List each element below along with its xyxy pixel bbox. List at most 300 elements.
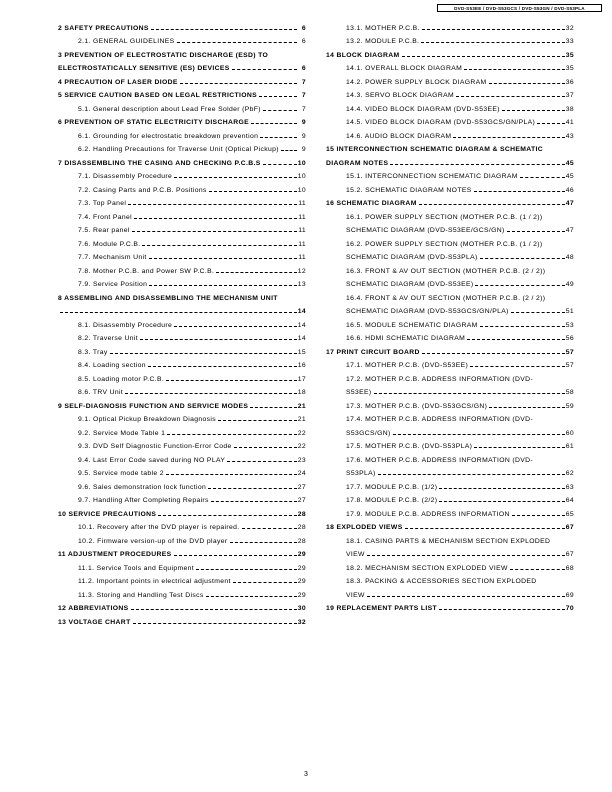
toc-entry-title: DIAGRAM NOTES [326, 159, 389, 167]
toc-entry[interactable] [58, 411, 306, 425]
toc-entry[interactable] [326, 573, 574, 587]
toc-entry[interactable] [326, 519, 574, 533]
toc-entry-title: 17.8. MODULE P.C.B. (2/2) [346, 497, 438, 504]
dot-leader [131, 609, 297, 610]
toc-entry[interactable] [58, 478, 306, 492]
toc-entry[interactable] [58, 573, 306, 587]
dot-leader [128, 204, 297, 205]
toc-entry[interactable] [58, 114, 306, 128]
toc-entry-title: 15.2. SCHEMATIC DIAGRAM NOTES [346, 186, 472, 194]
toc-entry-page: 38 [565, 105, 574, 113]
toc-entry-page: 36 [565, 78, 574, 86]
dot-leader [421, 42, 564, 43]
toc-entry-page: 6 [301, 24, 306, 32]
dot-leader [208, 488, 297, 489]
toc-entry[interactable] [58, 532, 306, 546]
dot-leader [263, 110, 297, 111]
toc-entry-title: 17.7. MODULE P.C.B. (1/2) [346, 483, 438, 491]
toc-entry[interactable] [58, 73, 306, 87]
dot-leader [419, 204, 565, 205]
dot-leader [453, 137, 564, 138]
toc-entry-page: 60 [565, 429, 574, 437]
dot-leader [367, 596, 565, 597]
toc-entry-title: 17.1. MOTHER P.C.B. (DVD-S53EE) [346, 362, 469, 369]
dot-leader [475, 285, 564, 286]
toc-entry-title: 14.2. POWER SUPPLY BLOCK DIAGRAM [346, 78, 487, 86]
toc-entry[interactable] [58, 208, 306, 222]
toc-entry-title: 6 PREVENTION OF STATIC ELECTRICITY DISCHARGE [58, 119, 249, 126]
dot-leader [206, 596, 297, 597]
toc-entry-page: 32 [297, 618, 306, 626]
toc-entry-title: SCHEMATIC DIAGRAM (DVD-S53EE) [346, 281, 474, 288]
toc-entry-title: 10.2. Firmware version-up of the DVD player [78, 537, 228, 545]
toc-entry[interactable] [58, 586, 306, 600]
toc-entry-page: 18 [297, 389, 306, 396]
toc-entry-title: 16 SCHEMATIC DIAGRAM [326, 200, 417, 207]
toc-entry-page: 17 [297, 375, 306, 383]
toc-entry-page: 10 [297, 159, 306, 167]
toc-entry-page: 11 [298, 227, 306, 234]
toc-entry-title: 8.2. Traverse Unit [78, 335, 138, 342]
toc-entry-title: 15 INTERCONNECTION SCHEMATIC DIAGRAM & SCHEMATIC [326, 146, 544, 153]
toc-entry[interactable] [326, 87, 574, 101]
toc-entry-page: 46 [565, 186, 574, 194]
toc-entry-title: 7.9. Service Position [78, 281, 148, 288]
toc-entry-title: VIEW [346, 551, 365, 558]
toc-entry-page: 11 [298, 200, 306, 207]
toc-entry[interactable] [58, 370, 306, 384]
toc-right-column [326, 19, 574, 613]
toc-entry[interactable] [326, 532, 574, 546]
toc-entry-page: 58 [565, 389, 574, 396]
toc-entry-page: 32 [565, 24, 574, 32]
toc-entry[interactable] [58, 127, 306, 141]
toc-entry-page: 6 [301, 65, 306, 72]
toc-entry[interactable] [326, 316, 574, 330]
toc-entry[interactable] [326, 73, 574, 87]
dot-leader [242, 528, 297, 529]
toc-entry[interactable] [58, 546, 306, 560]
toc-entry[interactable] [58, 316, 306, 330]
dot-leader [133, 623, 297, 624]
toc-entry[interactable] [58, 154, 306, 168]
toc-entry[interactable] [58, 600, 306, 614]
dot-leader [374, 393, 565, 394]
toc-entry-title: 17.5. MOTHER P.C.B. (DVD-S53PLA) [346, 443, 473, 450]
dot-leader [148, 366, 297, 367]
toc-entry-page: 28 [297, 524, 306, 531]
toc-entry[interactable] [58, 181, 306, 195]
dot-leader [474, 191, 565, 192]
toc-entry-page: 12 [297, 267, 306, 275]
toc-entry[interactable] [58, 19, 306, 33]
toc-entry-title: 8.6. TRV Unit [78, 389, 124, 396]
toc-entry-title: SCHEMATIC DIAGRAM (DVD-S53GCS/GN/PLA) [346, 308, 509, 315]
toc-entry[interactable] [326, 357, 574, 371]
toc-entry-title: 7.7. Mechanism Unit [78, 254, 147, 261]
toc-entry[interactable] [326, 370, 574, 384]
toc-entry[interactable] [326, 438, 574, 452]
toc-entry-title: 9.7. Handling After Completing Repairs [78, 497, 209, 504]
toc-entry-page: 35 [565, 65, 574, 72]
dot-leader [218, 420, 297, 421]
toc-entry-title: 3 PREVENTION OF ELECTROSTATIC DISCHARGE (ESD) TO [58, 51, 269, 59]
toc-entry[interactable] [58, 141, 306, 155]
dot-leader [174, 326, 297, 327]
toc-entry-title: 14.6. AUDIO BLOCK DIAGRAM [346, 132, 452, 140]
dot-leader [250, 407, 296, 408]
toc-entry[interactable] [58, 100, 306, 114]
toc-entry-page: 69 [565, 591, 574, 599]
toc-entry-title: 6.1. Grounding for electrostatic breakdown prevention [78, 132, 259, 140]
dot-leader [167, 434, 297, 435]
toc-entry[interactable] [326, 168, 574, 182]
toc-entry-page: 49 [565, 281, 574, 288]
toc-entry[interactable] [326, 276, 574, 290]
toc-entry-title: 11.3. Storing and Handling Test Discs [78, 591, 204, 599]
toc-entry-page: 9 [301, 119, 306, 126]
toc-entry[interactable] [326, 465, 574, 479]
dot-leader [134, 218, 297, 219]
page-number: 3 [304, 771, 308, 778]
toc-entry[interactable] [326, 154, 574, 168]
toc-entry[interactable] [58, 519, 306, 533]
toc-entry-page: 10 [297, 173, 306, 180]
toc-entry-title: S53GCS/GN) [346, 429, 391, 437]
toc-entry[interactable] [58, 492, 306, 506]
toc-entry[interactable] [326, 411, 574, 425]
dot-leader [227, 461, 297, 462]
dot-leader [251, 123, 297, 124]
toc-entry-title: 19 REPLACEMENT PARTS LIST [326, 605, 437, 612]
toc-entry[interactable] [58, 168, 306, 182]
toc-entry-title: 16.2. POWER SUPPLY SECTION (MOTHER P.C.B. (1 / 2)) [346, 240, 543, 248]
dot-leader [489, 83, 565, 84]
toc-entry[interactable] [326, 330, 574, 344]
toc-entry-page: 48 [565, 254, 574, 261]
toc-entry-title: 9.3. DVD Self Diagnostic Function-Error Code [78, 443, 232, 450]
toc-entry[interactable] [326, 33, 574, 47]
toc-entry[interactable] [58, 60, 306, 74]
toc-entry-page: 9 [301, 132, 306, 140]
toc-entry-page: 67 [565, 551, 574, 558]
model-header-tag: DVD-S53EE / DVD-S53GCS / DVD-S53GN / DVD-S53PLA [437, 4, 602, 12]
dot-leader [260, 137, 297, 138]
dot-leader [233, 582, 297, 583]
toc-entry-page: 43 [565, 132, 574, 140]
toc-entry[interactable] [326, 181, 574, 195]
dot-leader [140, 339, 297, 340]
toc-entry[interactable] [58, 46, 306, 60]
toc-entry-page: 27 [297, 483, 306, 491]
toc-entry-title: 9 SELF-DIAGNOSIS FUNCTION AND SERVICE MODES [58, 402, 249, 410]
toc-entry-page: 9 [301, 146, 306, 153]
dot-leader [467, 339, 565, 340]
toc-entry[interactable] [326, 100, 574, 114]
toc-entry[interactable] [326, 46, 574, 60]
dot-leader [474, 447, 564, 448]
toc-entry-page: 51 [565, 308, 574, 315]
toc-entry[interactable] [58, 559, 306, 573]
toc-entry-title: 4 PRECAUTION OF LASER DIODE [58, 78, 178, 86]
toc-entry-page: 11 [298, 240, 306, 248]
toc-entry[interactable] [326, 505, 574, 519]
toc-entry-title: 8 ASSEMBLING AND DISASSEMBLING THE MECHANISM UNIT [58, 294, 278, 302]
toc-entry-title: 7.1. Disassembly Procedure [78, 173, 173, 180]
dot-leader [520, 177, 565, 178]
toc-entry-title: 7.5. Rear panel [78, 227, 130, 234]
toc-entry-title: 7 DISASSEMBLING THE CASING AND CHECKING P.C.B.S [58, 159, 261, 167]
dot-leader [422, 353, 565, 354]
toc-entry-page: 21 [297, 416, 306, 423]
dot-leader [166, 380, 297, 381]
toc-entry[interactable] [58, 397, 306, 411]
toc-entry-title: 14.3. SERVO BLOCK DIAGRAM [346, 92, 454, 99]
toc-entry[interactable] [326, 127, 574, 141]
dot-leader [489, 407, 564, 408]
toc-entry-page: 29 [297, 551, 306, 558]
toc-entry-page: 23 [297, 456, 306, 464]
toc-entry[interactable] [326, 195, 574, 209]
toc-entry-title: 2 SAFETY PRECAUTIONS [58, 24, 149, 32]
toc-entry-page: 45 [565, 173, 574, 180]
toc-entry-title: 5.1. General description about Lead Free Solder (PbF) [78, 105, 261, 113]
toc-entry-title: 7.4. Front Panel [78, 213, 132, 221]
toc-entry[interactable] [58, 249, 306, 263]
toc-entry[interactable] [58, 262, 306, 276]
dot-leader [149, 285, 296, 286]
toc-entry[interactable] [58, 424, 306, 438]
dot-leader [174, 555, 297, 556]
dot-leader [439, 609, 565, 610]
toc-entry[interactable] [58, 303, 306, 317]
toc-entry-page: 7 [301, 78, 306, 86]
toc-entry-title: 17.9. MODULE P.C.B. ADDRESS INFORMATION [346, 510, 510, 518]
toc-left-column [58, 19, 306, 627]
toc-entry-title: 9.5. Service mode table 2 [78, 470, 164, 477]
dot-leader [132, 231, 297, 232]
dot-leader [180, 83, 297, 84]
toc-entry-title: 18 EXPLODED VIEWS [326, 524, 403, 531]
toc-entry-title: 9.1. Optical Pickup Breakdown Diagnosis [78, 416, 216, 423]
toc-entry-page: 27 [297, 497, 306, 504]
toc-entry-page: 33 [565, 38, 574, 45]
toc-entry[interactable] [326, 600, 574, 614]
dot-leader [390, 164, 564, 165]
dot-leader [512, 515, 565, 516]
toc-entry-title: VIEW [346, 591, 365, 599]
dot-leader [402, 56, 565, 57]
toc-entry-page: 14 [297, 321, 306, 329]
toc-entry-page: 22 [297, 429, 306, 437]
toc-entry[interactable] [58, 465, 306, 479]
toc-entry[interactable] [326, 289, 574, 303]
toc-entry-page: 11 [298, 254, 306, 261]
toc-entry-title: 16.4. FRONT & AV OUT SECTION (MOTHER P.C.B. (2 / 2)) [346, 294, 546, 302]
toc-entry-title: 18.2. MECHANISM SECTION EXPLODED VIEW [346, 564, 508, 572]
toc-entry-title: 10.1. Recovery after the DVD player is repaired. [78, 524, 240, 531]
toc-entry-title: 18.3. PACKING & ACCESSORIES SECTION EXPLODED [346, 578, 537, 585]
toc-entry-page: 37 [565, 92, 574, 99]
toc-entry[interactable] [58, 438, 306, 452]
toc-entry-page: 14 [297, 308, 306, 315]
toc-entry[interactable] [326, 397, 574, 411]
toc-entry[interactable] [326, 222, 574, 236]
toc-entry[interactable] [326, 235, 574, 249]
dot-leader [230, 542, 297, 543]
toc-entry-page: 56 [565, 335, 574, 342]
dot-leader [174, 177, 297, 178]
dot-leader [234, 447, 297, 448]
toc-entry-title: 8.4. Loading section [78, 362, 146, 369]
toc-entry[interactable] [58, 613, 306, 627]
toc-entry-title: 12 ABBREVIATIONS [58, 605, 129, 612]
toc-entry-page: 10 [297, 186, 306, 194]
toc-entry[interactable] [326, 586, 574, 600]
toc-entry-title: 16.5. MODULE SCHEMATIC DIAGRAM [346, 321, 478, 329]
toc-entry[interactable] [58, 235, 306, 249]
toc-entry-page: 29 [297, 591, 306, 599]
toc-entry-title: 13.1. MOTHER P.C.B. [346, 24, 420, 32]
dot-leader [263, 164, 297, 165]
toc-entry-page: 57 [565, 362, 574, 369]
toc-entry[interactable] [326, 451, 574, 465]
dot-leader [502, 110, 565, 111]
dot-leader [537, 123, 565, 124]
toc-entry-title: 13.2. MODULE P.C.B. [346, 38, 420, 45]
toc-entry-page: 29 [297, 564, 306, 572]
toc-entry-title: SCHEMATIC DIAGRAM (DVD-S53PLA) [346, 254, 478, 261]
toc-entry-title: 17.4. MOTHER P.C.B. ADDRESS INFORMATION (DVD- [346, 416, 533, 423]
toc-entry[interactable] [58, 87, 306, 101]
toc-entry-page: 41 [565, 119, 574, 126]
toc-entry-page: 57 [565, 348, 574, 356]
toc-entry-title: 7.8. Mother P.C.B. and Power SW P.C.B. [78, 267, 215, 275]
toc-entry-page: 64 [565, 497, 574, 504]
dot-leader [470, 366, 565, 367]
dot-leader [232, 69, 297, 70]
toc-entry[interactable] [326, 343, 574, 357]
toc-entry[interactable] [58, 505, 306, 519]
toc-entry-page: 45 [565, 159, 574, 167]
toc-entry-title: 8.3. Tray [78, 348, 108, 356]
toc-entry[interactable] [326, 208, 574, 222]
toc-entry[interactable] [58, 330, 306, 344]
toc-entry-title: 11 ADJUSTMENT PROCEDURES [58, 551, 172, 558]
toc-entry[interactable] [326, 60, 574, 74]
toc-entry-page: 28 [297, 510, 306, 518]
dot-leader [422, 29, 565, 30]
dot-leader [158, 515, 297, 516]
toc-entry[interactable] [58, 289, 306, 303]
toc-entry[interactable] [58, 357, 306, 371]
toc-entry-title: S53PLA) [346, 470, 376, 477]
toc-entry-page: 68 [565, 564, 574, 572]
toc-entry[interactable] [326, 384, 574, 398]
toc-entry-page: 13 [297, 281, 306, 288]
toc-entry-page: 7 [301, 92, 306, 99]
toc-entry[interactable] [326, 559, 574, 573]
toc-entry[interactable] [58, 451, 306, 465]
dot-leader [281, 150, 297, 151]
dot-leader [166, 474, 297, 475]
toc-entry-page: 16 [297, 362, 306, 369]
toc-entry-title: 14.4. VIDEO BLOCK DIAGRAM (DVD-S53EE) [346, 105, 500, 113]
toc-entry-page: 35 [565, 51, 574, 59]
dot-leader [393, 434, 565, 435]
dot-leader [151, 29, 297, 30]
toc-entry-title: 14 BLOCK DIAGRAM [326, 51, 400, 59]
toc-entry[interactable] [326, 478, 574, 492]
toc-entry-title: 7.2. Casing Parts and P.C.B. Positions [78, 186, 207, 194]
dot-leader [196, 569, 297, 570]
toc-entry-title: 17.2. MOTHER P.C.B. ADDRESS INFORMATION (DVD- [346, 375, 533, 383]
toc-entry[interactable] [326, 303, 574, 317]
toc-entry-title: 11.1. Service Tools and Equipment [78, 564, 194, 572]
toc-entry[interactable] [326, 262, 574, 276]
toc-entry-page: 47 [565, 227, 574, 234]
toc-entry-page: 15 [297, 348, 306, 356]
dot-leader [209, 191, 297, 192]
dot-leader [177, 42, 297, 43]
toc-entry-title: 14.5. VIDEO BLOCK DIAGRAM (DVD-S53GCS/GN/PLA) [346, 119, 536, 126]
toc-entry-page: 70 [565, 605, 574, 612]
dot-leader [439, 501, 564, 502]
toc-entry[interactable] [58, 276, 306, 290]
toc-entry-title: 9.6. Sales demonstration lock function [78, 483, 207, 491]
toc-entry-title: 16.6. HDMI SCHEMATIC DIAGRAM [346, 335, 466, 342]
dot-leader [510, 569, 565, 570]
dot-leader [511, 312, 565, 313]
toc-entry-title: 14.1. OVERALL BLOCK DIAGRAM [346, 65, 463, 72]
toc-entry[interactable] [58, 222, 306, 236]
toc-entry[interactable] [58, 195, 306, 209]
toc-entry-title: 9.2. Service Mode Table 1 [78, 429, 166, 437]
toc-entry-page: 62 [565, 470, 574, 477]
toc-entry[interactable] [326, 141, 574, 155]
toc-entry-page: 65 [565, 510, 574, 518]
dot-leader [125, 393, 297, 394]
toc-entry-title: 17 PRINT CIRCUIT BOARD [326, 348, 420, 356]
dot-leader [60, 312, 297, 313]
toc-entry-title: 16.1. POWER SUPPLY SECTION (MOTHER P.C.B. (1 / 2)) [346, 213, 543, 221]
toc-entry-page: 67 [565, 524, 574, 531]
dot-leader [149, 258, 297, 259]
toc-entry[interactable] [326, 114, 574, 128]
toc-entry-page: 11 [298, 213, 306, 221]
toc-entry[interactable] [58, 384, 306, 398]
dot-leader [464, 69, 565, 70]
toc-entry[interactable] [326, 546, 574, 560]
toc-entry[interactable] [326, 249, 574, 263]
dot-leader [367, 555, 565, 556]
toc-entry[interactable] [58, 343, 306, 357]
toc-entry-page: 22 [297, 443, 306, 450]
toc-entry[interactable] [326, 19, 574, 33]
toc-entry-title: 7.3. Top Panel [78, 200, 127, 207]
toc-entry-title: 13 VOLTAGE CHART [58, 618, 131, 626]
dot-leader [216, 272, 297, 273]
toc-entry-title: S53EE) [346, 389, 372, 396]
toc-entry[interactable] [326, 424, 574, 438]
toc-entry-page: 14 [297, 335, 306, 342]
dot-leader [211, 501, 297, 502]
toc-entry-title: 18.1. CASING PARTS & MECHANISM SECTION EXPLODED [346, 537, 551, 545]
toc-entry-title: 10 SERVICE PRECAUTIONS [58, 510, 157, 518]
toc-entry[interactable] [58, 33, 306, 47]
dot-leader [456, 96, 565, 97]
toc-entry[interactable] [326, 492, 574, 506]
